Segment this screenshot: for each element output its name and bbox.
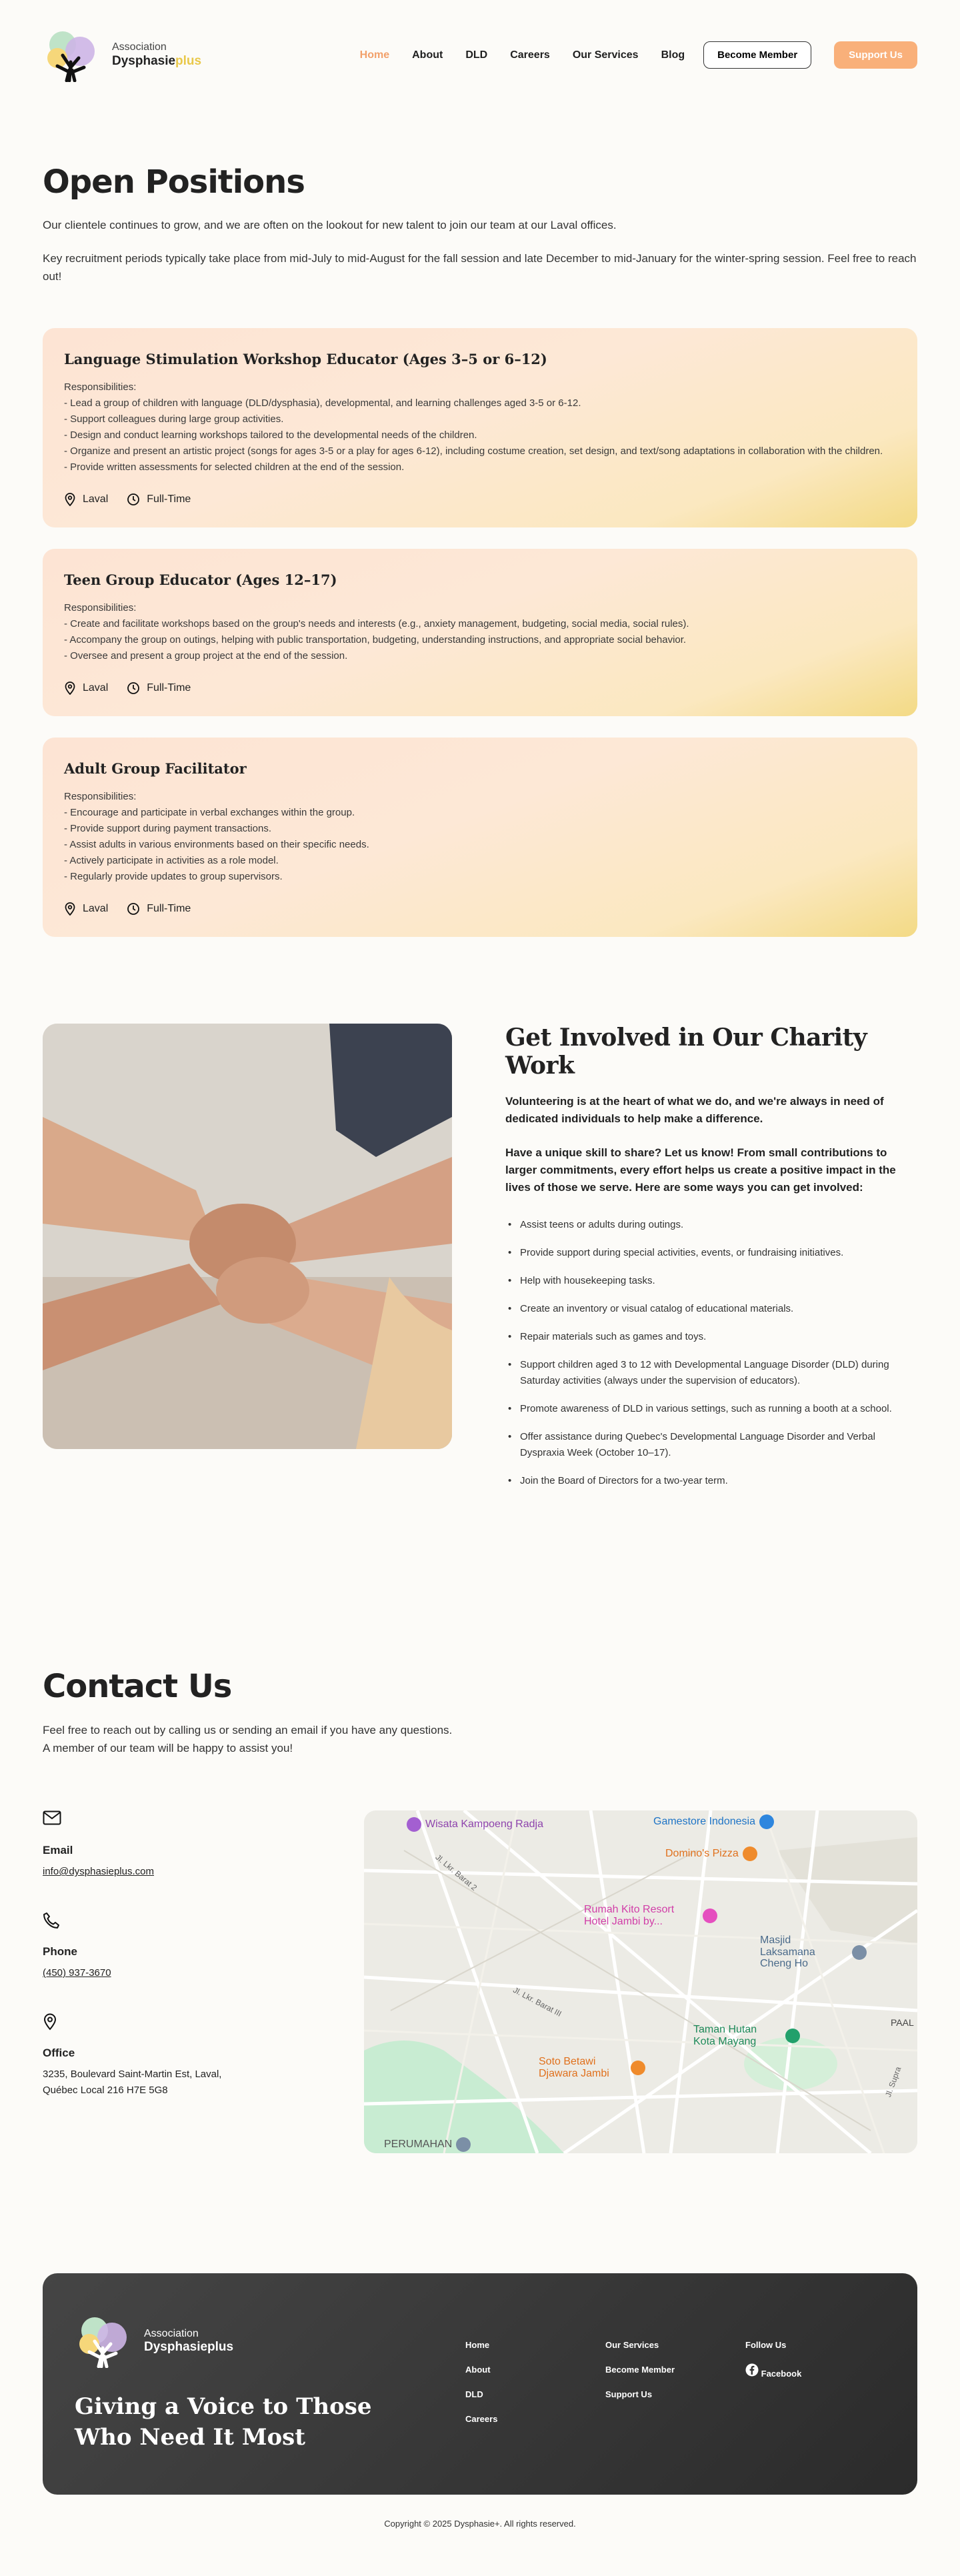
- footer-link-home[interactable]: Home: [465, 2340, 490, 2351]
- clock-icon: [127, 682, 140, 695]
- clock-icon: [127, 493, 140, 506]
- phone-link[interactable]: (450) 937-3670: [43, 1967, 111, 1979]
- volunteer-list: [505, 1217, 917, 1489]
- map-pin-masjid[interactable]: Masjid Laksamana Cheng Ho: [760, 1935, 867, 1970]
- job-description: Responsibilities: - Create and facilitate workshops based on the group's needs and interests (e.g., anxiety management, budgeting, social media, social rules). - Accompany the group on outings, helping with public transportation, budgeting, understanding instructions, and appropriate social behavior. - Oversee and present a group project at the end of the session.: [64, 602, 689, 662]
- map-pin-soto-betawi[interactable]: Soto Betawi Djawara Jambi: [539, 2056, 645, 2079]
- positions-intro-1: Our clientele continues to grow, and we are often on the lookout for new talent to join our team at our Laval offices.: [43, 219, 617, 231]
- list-item: • Support children aged 3 to 12 with Developmental Language Disorder (DLD) during Saturday activities (always under the supervision of educators).: [505, 1357, 917, 1389]
- open-positions-section: [0, 110, 960, 937]
- map-label-perumahan: PERUMAHAN: [384, 2137, 471, 2152]
- contact-phone: [43, 1912, 327, 1981]
- involved-lead-2: Have a unique skill to share? Let us know! From small contributions to larger commitments, every effort helps us create a positive impact in the lives of those we serve. Here are some ways you can get involved:: [505, 1146, 896, 1194]
- footer-tagline: Giving a Voice to Those Who Need It Most: [75, 2393, 372, 2451]
- footer-link-become-member[interactable]: Become Member: [605, 2365, 675, 2375]
- job-title: Adult Group Facilitator: [64, 760, 247, 778]
- location-pin-icon: [64, 493, 76, 506]
- job-location: Laval: [83, 903, 109, 915]
- list-item: • Repair materials such as games and toys.: [505, 1329, 917, 1345]
- site-header: [0, 0, 960, 110]
- nav-dld[interactable]: DLD: [465, 49, 488, 61]
- logo-line1: Association: [112, 41, 167, 53]
- job-title: Language Stimulation Workshop Educator (Ages 3–5 or 6–12): [64, 351, 547, 368]
- map-pin-wisata[interactable]: Wisata Kampoeng Radja: [407, 1817, 543, 1832]
- phone-icon: [43, 1912, 60, 1929]
- involved-title: Get Involved in Our Charity Work: [505, 1024, 867, 1080]
- job-card[interactable]: [43, 328, 917, 527]
- nav-our-services[interactable]: Our Services: [572, 49, 639, 61]
- involved-lead-1: Volunteering is at the heart of what we do, and we're always in need of dedicated individuals to help make a difference.: [505, 1095, 884, 1126]
- logo-tree-icon: [75, 2315, 136, 2368]
- logo-plus: plus: [175, 53, 202, 68]
- job-description: Responsibilities: - Lead a group of children with language (DLD/dysphasia), developmental, and learning challenges aged 3-5 or 6-12. - Support colleagues during large group activities. - Design and conduct learning workshops tailored to the developmental needs of the children. - Organize and present an artistic project (songs for ages 3-5 or a play for ages 6-12), including costume creation, set design, and text/song adaptations in collaboration with the children. - Provide written assessments for selected children at the end of the session.: [64, 381, 883, 473]
- list-item: • Help with housekeeping tasks.: [505, 1273, 917, 1289]
- contact-title: Contact Us: [43, 1667, 232, 1705]
- main-nav: [360, 41, 917, 69]
- location-pin-icon: [64, 902, 76, 916]
- map-pin-gamestore[interactable]: Gamestore Indonesia: [653, 1814, 774, 1829]
- job-location: Laval: [83, 682, 109, 694]
- nav-home[interactable]: Home: [359, 49, 390, 61]
- positions-intro-2: Key recruitment periods typically take place from mid-July to mid-August for the fall session and late December to mid-January for the winter-spring session. Feel free to reach out!: [43, 252, 917, 283]
- office-label: Office: [43, 2047, 75, 2060]
- positions-title: Open Positions: [43, 163, 305, 201]
- job-card[interactable]: [43, 738, 917, 937]
- map-pin-dominos[interactable]: Domino's Pizza: [665, 1846, 757, 1861]
- logo-line2: Dysphasie: [112, 53, 176, 68]
- list-item: • Provide support during special activities, events, or fundraising initiatives.: [505, 1245, 917, 1261]
- office-address-line2: Québec Local 216 H7E 5G8: [43, 2085, 168, 2097]
- job-type: Full-Time: [147, 682, 191, 694]
- get-involved-section: [0, 937, 960, 1501]
- logo-tree-icon: [43, 29, 104, 82]
- contact-office: [43, 2013, 327, 2099]
- footer-link-support-us[interactable]: Support Us: [605, 2389, 653, 2400]
- map-road-label: Jl. Lkr. Barat 2: [433, 1852, 479, 1893]
- site-footer: [43, 2273, 917, 2495]
- footer-logo-line2: Dysphasieplus: [144, 2340, 234, 2355]
- job-location: Laval: [83, 493, 109, 505]
- list-item: • Create an inventory or visual catalog of educational materials.: [505, 1301, 917, 1317]
- map-label-paal: PAAL: [891, 2017, 914, 2029]
- list-item: • Join the Board of Directors for a two-year term.: [505, 1473, 917, 1489]
- footer-link-our-services[interactable]: Our Services: [605, 2340, 659, 2351]
- copyright: Copyright © 2025 Dysphasie+. All rights reserved.: [384, 2519, 576, 2529]
- email-label: Email: [43, 1844, 73, 1857]
- footer-logo-line1: Association: [144, 2328, 199, 2339]
- clock-icon: [127, 902, 140, 916]
- nav-about[interactable]: About: [412, 49, 443, 61]
- job-title: Teen Group Educator (Ages 12–17): [64, 571, 337, 589]
- map-road-label: Jl. Supra: [883, 2065, 903, 2099]
- footer-link-dld[interactable]: DLD: [465, 2389, 483, 2400]
- map-road-label: Jl. Lkr. Barat III: [511, 1985, 563, 2019]
- become-member-button[interactable]: Become Member: [703, 41, 811, 69]
- list-item: • Promote awareness of DLD in various settings, such as running a booth at a school.: [505, 1401, 917, 1417]
- contact-intro-1: Feel free to reach out by calling us or sending an email if you have any questions.: [43, 1723, 453, 1736]
- job-description: Responsibilities: - Encourage and participate in verbal exchanges within the group. - Provide support during payment transactions. - Assist adults in various environments based on their specific needs. - Actively participate in activities as a role model. - Regularly provide updates to group supervisors.: [64, 791, 369, 883]
- email-link[interactable]: info@dysphasieplus.com: [43, 1866, 154, 1878]
- job-card[interactable]: [43, 549, 917, 716]
- contact-intro-2: A member of our team will be happy to assist you!: [43, 1741, 293, 1754]
- job-type: Full-Time: [147, 903, 191, 915]
- nav-blog[interactable]: Blog: [661, 49, 685, 61]
- phone-label: Phone: [43, 1945, 77, 1959]
- location-pin-icon: [43, 2013, 57, 2031]
- map-pin-taman-hutan[interactable]: Taman Hutan Kota Mayang: [693, 2024, 800, 2047]
- volunteers-fist-bump-photo: [43, 1024, 452, 1449]
- office-address-line1: 3235, Boulevard Saint-Martin Est, Laval,: [43, 2069, 222, 2081]
- facebook-icon: [745, 2363, 759, 2377]
- contact-email: [43, 1810, 327, 1880]
- map-embed[interactable]: [364, 1810, 917, 2153]
- follow-us-heading: Follow Us: [745, 2340, 787, 2351]
- footer-logo[interactable]: [75, 2315, 408, 2368]
- footer-link-about[interactable]: About: [465, 2365, 491, 2375]
- map-pin-rumah-kito[interactable]: Rumah Kito Resort Hotel Jambi by...: [584, 1904, 717, 1927]
- location-pin-icon: [64, 682, 76, 695]
- footer-link-careers[interactable]: Careers: [465, 2414, 498, 2425]
- list-item: • Assist teens or adults during outings.: [505, 1217, 917, 1233]
- list-item: • Offer assistance during Quebec's Developmental Language Disorder and Verbal Dyspraxia Week (October 10–17).: [505, 1429, 917, 1461]
- support-us-button[interactable]: Support Us: [834, 41, 917, 69]
- job-type: Full-Time: [147, 493, 191, 505]
- facebook-label: Facebook: [761, 2369, 802, 2379]
- mail-icon: [43, 1810, 61, 1825]
- contact-section: [0, 1501, 960, 2153]
- logo[interactable]: [43, 29, 201, 82]
- facebook-link[interactable]: [745, 2363, 885, 2379]
- nav-careers[interactable]: Careers: [510, 49, 550, 61]
